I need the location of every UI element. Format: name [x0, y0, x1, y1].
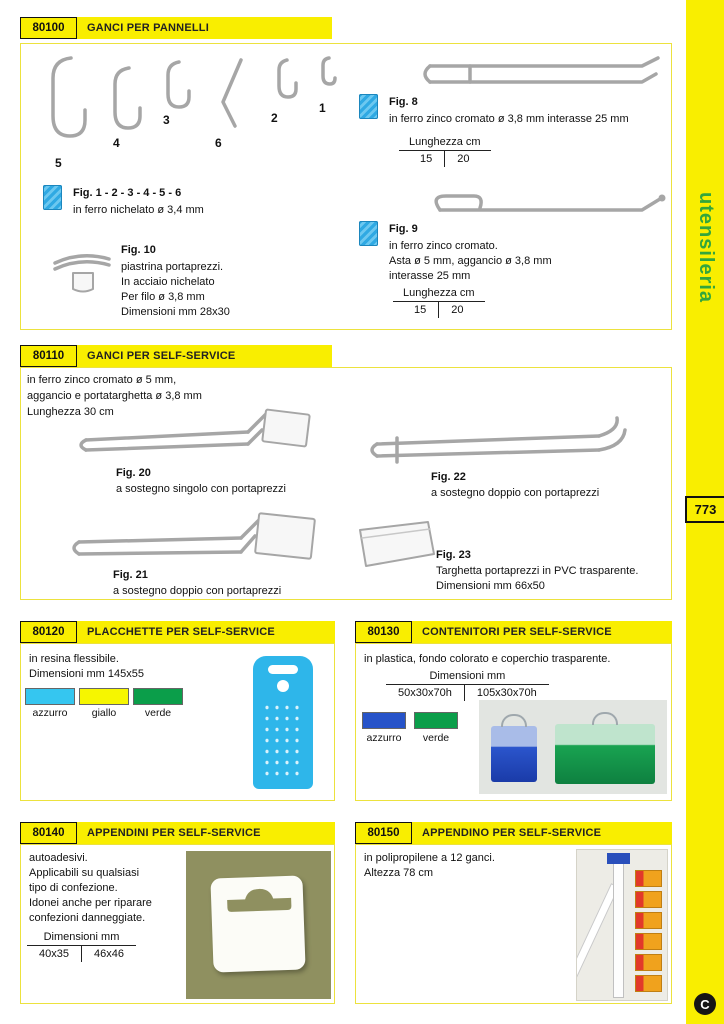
- fig10-label: Fig. 10: [121, 244, 156, 256]
- adhesive-hanger-photo: [186, 851, 331, 999]
- fig21-desc: a sostegno doppio con portaprezzi: [113, 585, 282, 597]
- hook-number-label: 3: [163, 113, 170, 127]
- color-name: azzurro: [366, 732, 402, 744]
- clip-strip-photo: [576, 849, 668, 1001]
- product-thumb: [635, 870, 662, 887]
- fig22-desc: a sostegno doppio con portaprezzi: [431, 487, 600, 499]
- panel-hooks-image: [37, 52, 337, 152]
- blue-container-image: [491, 726, 537, 782]
- intro-line: in ferro zinco cromato ø 5 mm,: [27, 374, 177, 386]
- fig9-line: interasse 25 mm: [389, 270, 471, 282]
- section-title: GANCI PER SELF-SERVICE: [77, 345, 332, 367]
- table-value: 50x30x70h: [398, 687, 452, 699]
- strip-header-card: [607, 853, 630, 864]
- color-swatch-verde: [414, 712, 458, 729]
- table-value: 40x35: [39, 948, 69, 960]
- section-header-80140: [20, 822, 335, 844]
- product-thumb: [635, 954, 662, 971]
- hook-number-label: 6: [215, 136, 222, 150]
- fig23-label: Fig. 23: [436, 549, 471, 561]
- fig10-line: In acciaio nichelato: [121, 276, 215, 288]
- section-80150-panel: [355, 844, 672, 1004]
- dimensions-table: [386, 670, 549, 701]
- color-swatch-azzurro: [25, 688, 75, 705]
- section-title: APPENDINO PER SELF-SERVICE: [412, 822, 672, 844]
- table-value: 20: [444, 151, 481, 167]
- section-title: PLACCHETTE PER SELF-SERVICE: [77, 621, 335, 643]
- color-name: verde: [144, 707, 172, 719]
- perforation-dots: [262, 702, 304, 780]
- fig23-line: Dimensioni mm 66x50: [436, 580, 545, 592]
- desc-line: in plastica, fondo colorato e coperchio trasparente.: [364, 653, 611, 665]
- table-value: 105x30x70h: [464, 685, 549, 701]
- fig1-desc: in ferro nichelato ø 3,4 mm: [73, 204, 204, 216]
- desc-line: confezioni danneggiate.: [29, 912, 146, 924]
- category-label: utensileria: [695, 192, 717, 304]
- hook-number-label: 1: [319, 101, 326, 115]
- section-code: 80100: [20, 17, 77, 39]
- section-title: CONTENITORI PER SELF-SERVICE: [412, 621, 672, 643]
- section-header-80100: [20, 17, 332, 39]
- table-header: Dimensioni mm: [386, 670, 549, 685]
- desc-line: Altezza 78 cm: [364, 867, 434, 879]
- table-value: 15: [420, 153, 433, 165]
- desc-line: in polipropilene a 12 ganci.: [364, 852, 495, 864]
- fig8-desc: in ferro zinco cromato ø 3,8 mm interasse 25 mm: [389, 113, 629, 125]
- page-number-tab: 773: [685, 496, 724, 523]
- fig8-image: [416, 56, 661, 101]
- fig23-line: Targhetta portaprezzi in PVC trasparente.: [436, 565, 639, 577]
- color-swatch-azzurro: [362, 712, 406, 729]
- containers-photo: [479, 700, 667, 794]
- fig20-label: Fig. 20: [116, 467, 151, 479]
- product-thumb: [635, 912, 662, 929]
- section-code: 80140: [20, 822, 77, 844]
- section-code: 80110: [20, 345, 77, 367]
- color-swatch-giallo: [79, 688, 129, 705]
- intro-line: aggancio e portatarghetta ø 3,8 mm: [27, 390, 202, 402]
- section-title: APPENDINI PER SELF-SERVICE: [77, 822, 335, 844]
- intro-line: Lunghezza 30 cm: [27, 406, 114, 418]
- fig10-image: [49, 247, 115, 295]
- section-header-80150: [355, 822, 672, 844]
- section-header-80120: [20, 621, 335, 643]
- color-name: azzurro: [32, 707, 68, 719]
- hang-slot: [268, 665, 298, 674]
- hook-number-label: 5: [55, 156, 62, 170]
- section-80140-panel: [20, 844, 335, 1004]
- package-icon: [43, 185, 62, 210]
- fig20-desc: a sostegno singolo con portaprezzi: [116, 483, 286, 495]
- section-80130-panel: [355, 643, 672, 801]
- table-header: Dimensioni mm: [27, 931, 136, 946]
- section-80120-panel: [20, 643, 335, 801]
- package-icon: [359, 94, 378, 119]
- fig9-line: in ferro zinco cromato.: [389, 240, 498, 252]
- fig23-image: [346, 516, 446, 574]
- desc-line: Applicabili su qualsiasi: [29, 867, 140, 879]
- table-value: 15: [414, 304, 427, 316]
- fig9-line: Asta ø 5 mm, aggancio ø 3,8 mm: [389, 255, 552, 267]
- placchetta-image: [253, 656, 313, 789]
- fig9-length-table: [393, 287, 485, 318]
- table-value: 46x46: [81, 946, 136, 962]
- section-80100-panel: [20, 43, 672, 330]
- fig21-image: [71, 506, 341, 571]
- hook-number-label: 4: [113, 136, 120, 150]
- container-handle: [592, 712, 618, 725]
- section-header-80130: [355, 621, 672, 643]
- fig10-line: Per filo ø 3,8 mm: [121, 291, 205, 303]
- color-swatch-verde: [133, 688, 183, 705]
- section-title: GANCI PER PANNELLI: [77, 17, 332, 39]
- package-icon: [359, 221, 378, 246]
- section-code: 80120: [20, 621, 77, 643]
- section-code: 80150: [355, 822, 412, 844]
- section-80110-panel: [20, 367, 672, 600]
- fig1-label: Fig. 1 - 2 - 3 - 4 - 5 - 6: [73, 187, 182, 199]
- fig8-length-table: [399, 136, 491, 167]
- dimensions-table: [27, 931, 136, 962]
- fig10-line: piastrina portaprezzi.: [121, 261, 224, 273]
- fig20-image: [76, 406, 316, 468]
- desc-line: tipo di confezione.: [29, 882, 118, 894]
- desc-line: in resina flessibile.: [29, 653, 119, 665]
- container-handle: [501, 714, 527, 727]
- product-thumb: [635, 933, 662, 950]
- fig8-label: Fig. 8: [389, 96, 418, 108]
- fig10-line: Dimensioni mm 28x30: [121, 306, 230, 318]
- clip-strip-image: [613, 854, 624, 998]
- color-name: verde: [422, 732, 450, 744]
- euro-slot: [210, 875, 305, 972]
- color-name: giallo: [91, 707, 117, 719]
- publisher-logo: [694, 993, 716, 1015]
- fig22-image: [361, 416, 646, 468]
- fig21-label: Fig. 21: [113, 569, 148, 581]
- fig22-label: Fig. 22: [431, 471, 466, 483]
- product-thumb: [635, 891, 662, 908]
- fig9-label: Fig. 9: [389, 223, 418, 235]
- logo-glyph: C: [700, 996, 710, 1012]
- desc-line: autoadesivi.: [29, 852, 88, 864]
- table-header: Lunghezza cm: [399, 136, 491, 151]
- table-header: Lunghezza cm: [393, 287, 485, 302]
- desc-line: Idonei anche per riparare: [29, 897, 152, 909]
- hook-number-label: 2: [271, 111, 278, 125]
- green-container-image: [555, 724, 655, 784]
- desc-line: Dimensioni mm 145x55: [29, 668, 144, 680]
- table-value: 20: [438, 302, 475, 318]
- product-thumb: [635, 975, 662, 992]
- hang-tab-image: [210, 875, 305, 972]
- section-header-80110: [20, 345, 332, 367]
- section-code: 80130: [355, 621, 412, 643]
- hang-hole: [277, 680, 289, 692]
- fig9-image: [416, 186, 666, 221]
